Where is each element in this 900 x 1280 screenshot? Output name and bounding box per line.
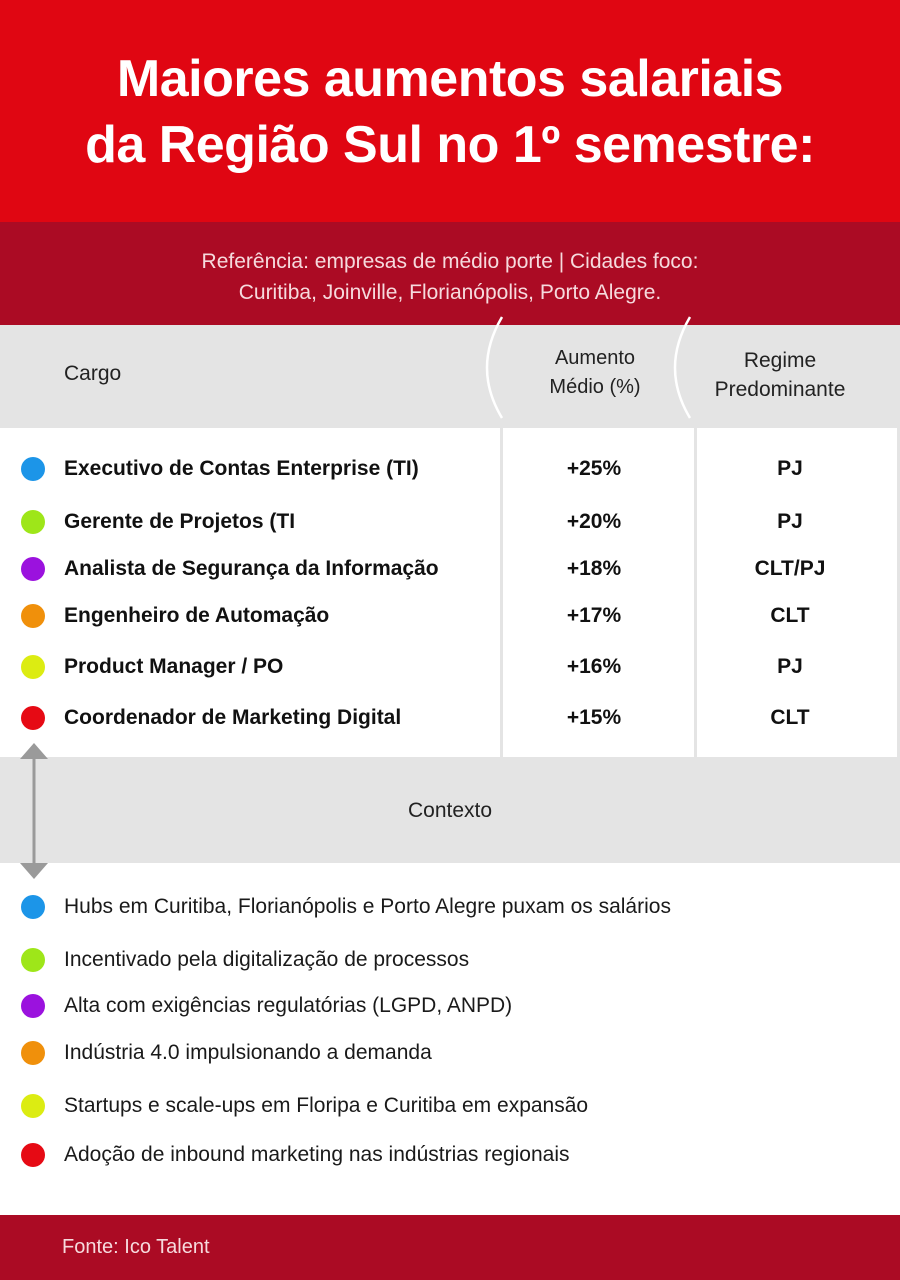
column-header-regime-line-1: Regime (743, 349, 817, 372)
row-aumento: +17% (566, 604, 622, 627)
context-item (0, 889, 900, 925)
color-dot (21, 457, 45, 481)
context-text: Alta com exigências regulatórias (LGPD, ANPD) (64, 994, 513, 1017)
title-line-2: da Região Sul no 1º semestre: (85, 116, 815, 174)
column-header-aumento (510, 344, 680, 402)
context-text: Startups e scale-ups em Floripa e Curitiba em expansão (64, 1094, 589, 1117)
table-row (0, 598, 900, 634)
subtitle-line-1: Referência: empresas de médio porte | Cidades foco: (201, 250, 699, 273)
table-row (0, 700, 900, 736)
context-item (0, 942, 900, 978)
row-cargo: Product Manager / PO (64, 655, 284, 678)
color-dot (21, 510, 45, 534)
column-divider-arc-2 (660, 315, 700, 425)
column-divider-arc-1 (472, 315, 512, 425)
context-text: Adoção de inbound marketing nas indústrias regionais (64, 1143, 570, 1166)
source-credit: Fonte: Ico Talent (62, 1236, 210, 1258)
row-aumento: +16% (566, 655, 622, 678)
color-dot (21, 1143, 45, 1167)
column-header-aumento-line-2: Médio (%) (549, 376, 641, 398)
color-dot (21, 994, 45, 1018)
table-row (0, 649, 900, 685)
row-regime: PJ (777, 457, 803, 480)
color-dot (21, 948, 45, 972)
table-row (0, 504, 900, 540)
subtitle-line-2: Curitiba, Joinville, Florianópolis, Porto Alegre. (238, 281, 662, 304)
column-header-regime (700, 346, 860, 404)
context-item (0, 1035, 900, 1071)
context-title: Contexto (407, 799, 493, 822)
color-dot (21, 1094, 45, 1118)
color-dot (21, 604, 45, 628)
subtitle (0, 246, 900, 308)
row-regime: CLT (770, 604, 810, 627)
color-dot (21, 895, 45, 919)
row-regime: CLT (770, 706, 810, 729)
context-item (0, 1088, 900, 1124)
context-text: Incentivado pela digitalização de processos (64, 948, 470, 971)
title-line-1: Maiores aumentos salariais (116, 50, 784, 108)
page-title (0, 46, 900, 178)
color-dot (21, 1041, 45, 1065)
row-cargo: Analista de Segurança da Informação (64, 557, 439, 580)
color-dot (21, 557, 45, 581)
table-row (0, 451, 900, 487)
column-header-regime-line-2: Predominante (714, 378, 846, 401)
row-aumento: +25% (566, 457, 622, 480)
color-dot (21, 655, 45, 679)
row-regime: PJ (777, 655, 803, 678)
context-text: Hubs em Curitiba, Florianópolis e Porto Alegre puxam os salários (64, 895, 671, 918)
context-text: Indústria 4.0 impulsionando a demanda (64, 1041, 432, 1064)
row-cargo: Gerente de Projetos (TI (64, 510, 296, 533)
row-aumento: +18% (566, 557, 622, 580)
double-arrow-icon (15, 742, 55, 880)
column-header-aumento-line-1: Aumento (554, 347, 636, 369)
row-cargo: Coordenador de Marketing Digital (64, 706, 402, 729)
column-header-cargo: Cargo (64, 362, 122, 385)
color-dot (21, 706, 45, 730)
row-regime: PJ (777, 510, 803, 533)
row-aumento: +20% (566, 510, 622, 533)
row-cargo: Engenheiro de Automação (64, 604, 330, 627)
row-aumento: +15% (566, 706, 622, 729)
row-regime: CLT/PJ (754, 557, 826, 580)
table-row (0, 551, 900, 587)
context-item (0, 988, 900, 1024)
context-item (0, 1137, 900, 1173)
row-cargo: Executivo de Contas Enterprise (TI) (64, 457, 419, 480)
